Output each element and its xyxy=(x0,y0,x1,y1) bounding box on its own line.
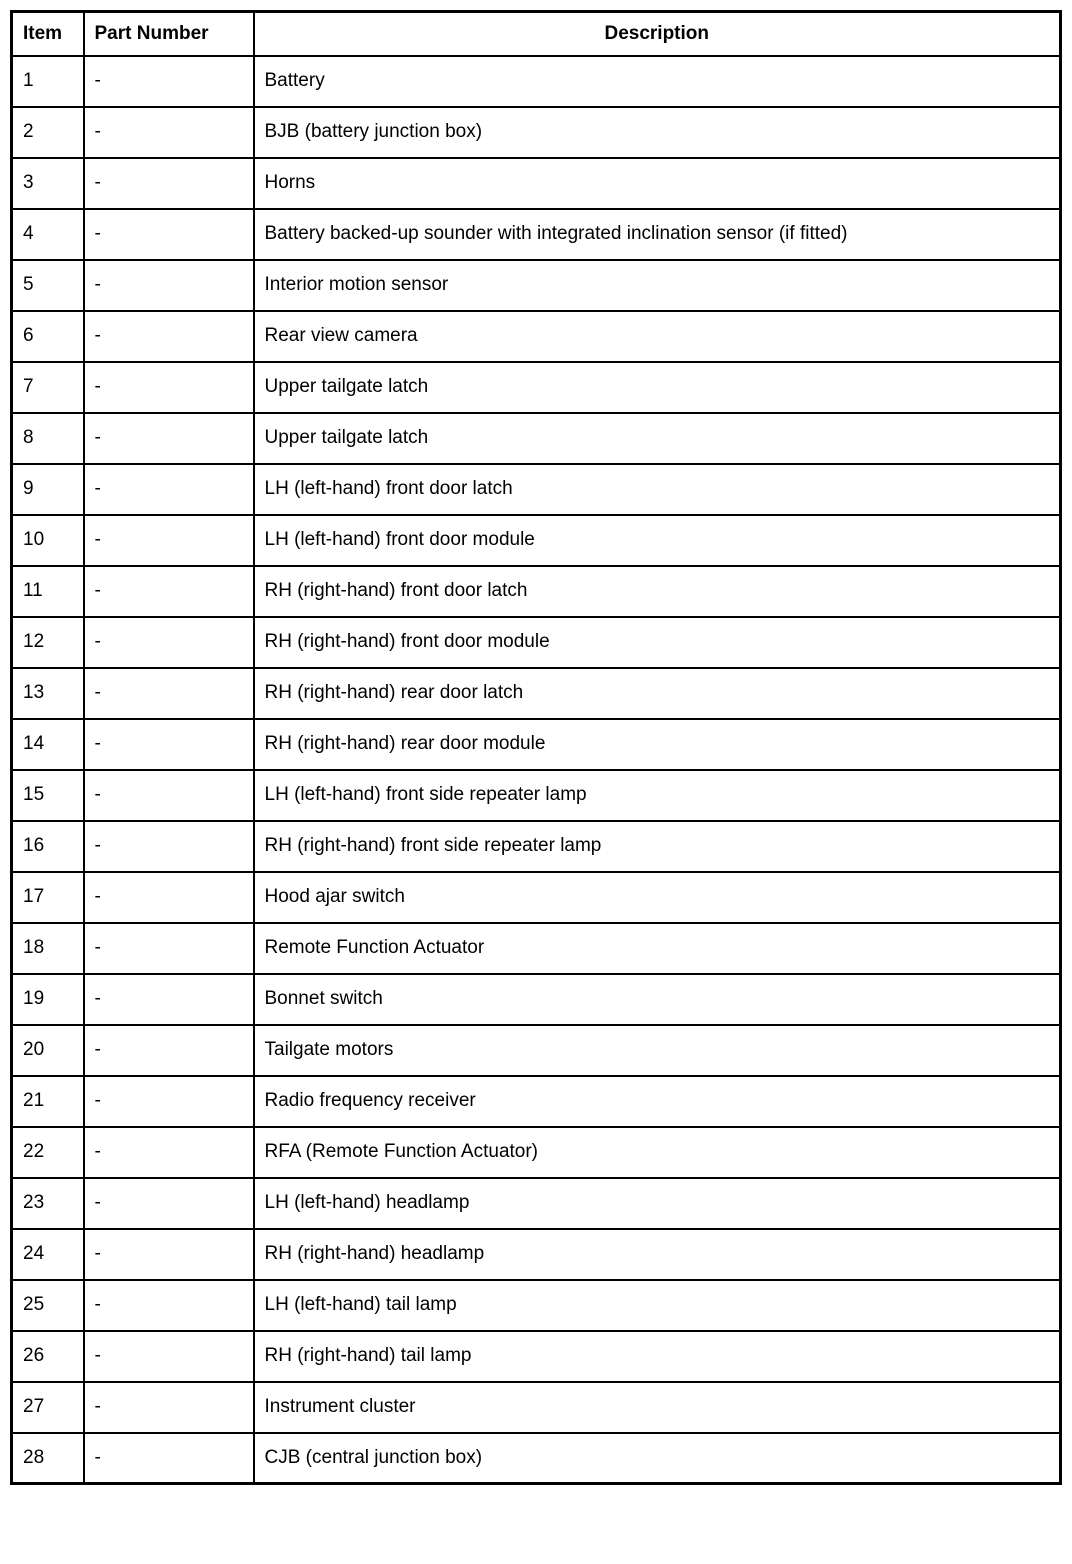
table-row xyxy=(12,1331,1061,1382)
cell-part-number: - xyxy=(84,1178,254,1229)
cell-part-number: - xyxy=(84,1280,254,1331)
cell-part-number: - xyxy=(84,260,254,311)
cell-part-number: - xyxy=(84,821,254,872)
cell-description: RH (right-hand) rear door latch xyxy=(254,668,1061,719)
table-header xyxy=(12,12,1061,56)
cell-part-number: - xyxy=(84,1382,254,1433)
table-row xyxy=(12,1382,1061,1433)
cell-item: 15 xyxy=(12,770,84,821)
cell-description: Interior motion sensor xyxy=(254,260,1061,311)
cell-item: 21 xyxy=(12,1076,84,1127)
table-row xyxy=(12,617,1061,668)
cell-item: 25 xyxy=(12,1280,84,1331)
cell-item: 26 xyxy=(12,1331,84,1382)
cell-item: 2 xyxy=(12,107,84,158)
cell-description: RH (right-hand) rear door module xyxy=(254,719,1061,770)
cell-part-number: - xyxy=(84,1127,254,1178)
cell-item: 7 xyxy=(12,362,84,413)
cell-description: Radio frequency receiver xyxy=(254,1076,1061,1127)
cell-description: Upper tailgate latch xyxy=(254,413,1061,464)
cell-item: 3 xyxy=(12,158,84,209)
table-row xyxy=(12,1178,1061,1229)
table-row xyxy=(12,464,1061,515)
cell-part-number: - xyxy=(84,566,254,617)
cell-description: Rear view camera xyxy=(254,311,1061,362)
cell-description: Bonnet switch xyxy=(254,974,1061,1025)
header-part-number: Part Number xyxy=(84,12,254,56)
table-row xyxy=(12,158,1061,209)
table-row xyxy=(12,1229,1061,1280)
header-description: Description xyxy=(254,12,1061,56)
cell-description: RH (right-hand) front door latch xyxy=(254,566,1061,617)
cell-item: 22 xyxy=(12,1127,84,1178)
cell-part-number: - xyxy=(84,974,254,1025)
cell-description: LH (left-hand) tail lamp xyxy=(254,1280,1061,1331)
table-row xyxy=(12,311,1061,362)
cell-item: 19 xyxy=(12,974,84,1025)
cell-description: Horns xyxy=(254,158,1061,209)
cell-description: Tailgate motors xyxy=(254,1025,1061,1076)
cell-description: RH (right-hand) tail lamp xyxy=(254,1331,1061,1382)
cell-part-number: - xyxy=(84,872,254,923)
cell-item: 5 xyxy=(12,260,84,311)
cell-part-number: - xyxy=(84,668,254,719)
cell-description: CJB (central junction box) xyxy=(254,1433,1061,1484)
header-item: Item xyxy=(12,12,84,56)
cell-item: 10 xyxy=(12,515,84,566)
cell-description: Battery xyxy=(254,56,1061,107)
cell-part-number: - xyxy=(84,56,254,107)
cell-description: RH (right-hand) headlamp xyxy=(254,1229,1061,1280)
table-row xyxy=(12,56,1061,107)
cell-item: 9 xyxy=(12,464,84,515)
table-row xyxy=(12,1025,1061,1076)
cell-part-number: - xyxy=(84,1433,254,1484)
cell-item: 23 xyxy=(12,1178,84,1229)
cell-item: 11 xyxy=(12,566,84,617)
cell-part-number: - xyxy=(84,413,254,464)
table-row xyxy=(12,719,1061,770)
cell-part-number: - xyxy=(84,209,254,260)
table-row xyxy=(12,872,1061,923)
table-row xyxy=(12,413,1061,464)
cell-part-number: - xyxy=(84,311,254,362)
table-row xyxy=(12,362,1061,413)
cell-description: Instrument cluster xyxy=(254,1382,1061,1433)
cell-item: 8 xyxy=(12,413,84,464)
table-row xyxy=(12,974,1061,1025)
cell-item: 13 xyxy=(12,668,84,719)
cell-description: LH (left-hand) front side repeater lamp xyxy=(254,770,1061,821)
table-row xyxy=(12,668,1061,719)
cell-item: 16 xyxy=(12,821,84,872)
cell-description: Battery backed-up sounder with integrated inclination sensor (if fitted) xyxy=(254,209,1061,260)
parts-table xyxy=(10,10,1062,1485)
table-row xyxy=(12,1076,1061,1127)
table-row xyxy=(12,1433,1061,1484)
cell-description: LH (left-hand) front door latch xyxy=(254,464,1061,515)
cell-part-number: - xyxy=(84,719,254,770)
cell-part-number: - xyxy=(84,923,254,974)
cell-part-number: - xyxy=(84,770,254,821)
table-row xyxy=(12,821,1061,872)
cell-item: 6 xyxy=(12,311,84,362)
cell-description: RH (right-hand) front door module xyxy=(254,617,1061,668)
table-row xyxy=(12,107,1061,158)
cell-part-number: - xyxy=(84,1076,254,1127)
cell-description: BJB (battery junction box) xyxy=(254,107,1061,158)
cell-description: Remote Function Actuator xyxy=(254,923,1061,974)
cell-part-number: - xyxy=(84,464,254,515)
cell-description: Upper tailgate latch xyxy=(254,362,1061,413)
table-row xyxy=(12,1127,1061,1178)
cell-description: Hood ajar switch xyxy=(254,872,1061,923)
cell-part-number: - xyxy=(84,362,254,413)
cell-item: 28 xyxy=(12,1433,84,1484)
cell-part-number: - xyxy=(84,617,254,668)
cell-item: 4 xyxy=(12,209,84,260)
cell-item: 14 xyxy=(12,719,84,770)
cell-item: 24 xyxy=(12,1229,84,1280)
table-row xyxy=(12,566,1061,617)
cell-item: 20 xyxy=(12,1025,84,1076)
cell-item: 12 xyxy=(12,617,84,668)
table-row xyxy=(12,209,1061,260)
cell-part-number: - xyxy=(84,158,254,209)
cell-description: LH (left-hand) front door module xyxy=(254,515,1061,566)
table-body xyxy=(12,56,1061,1484)
table-row xyxy=(12,923,1061,974)
cell-part-number: - xyxy=(84,107,254,158)
table-row xyxy=(12,515,1061,566)
cell-item: 18 xyxy=(12,923,84,974)
table-row xyxy=(12,260,1061,311)
cell-description: RH (right-hand) front side repeater lamp xyxy=(254,821,1061,872)
header-row xyxy=(12,12,1061,56)
table-row xyxy=(12,1280,1061,1331)
cell-item: 1 xyxy=(12,56,84,107)
table-row xyxy=(12,770,1061,821)
cell-part-number: - xyxy=(84,1229,254,1280)
cell-part-number: - xyxy=(84,515,254,566)
cell-description: LH (left-hand) headlamp xyxy=(254,1178,1061,1229)
cell-item: 17 xyxy=(12,872,84,923)
cell-description: RFA (Remote Function Actuator) xyxy=(254,1127,1061,1178)
cell-item: 27 xyxy=(12,1382,84,1433)
cell-part-number: - xyxy=(84,1025,254,1076)
cell-part-number: - xyxy=(84,1331,254,1382)
